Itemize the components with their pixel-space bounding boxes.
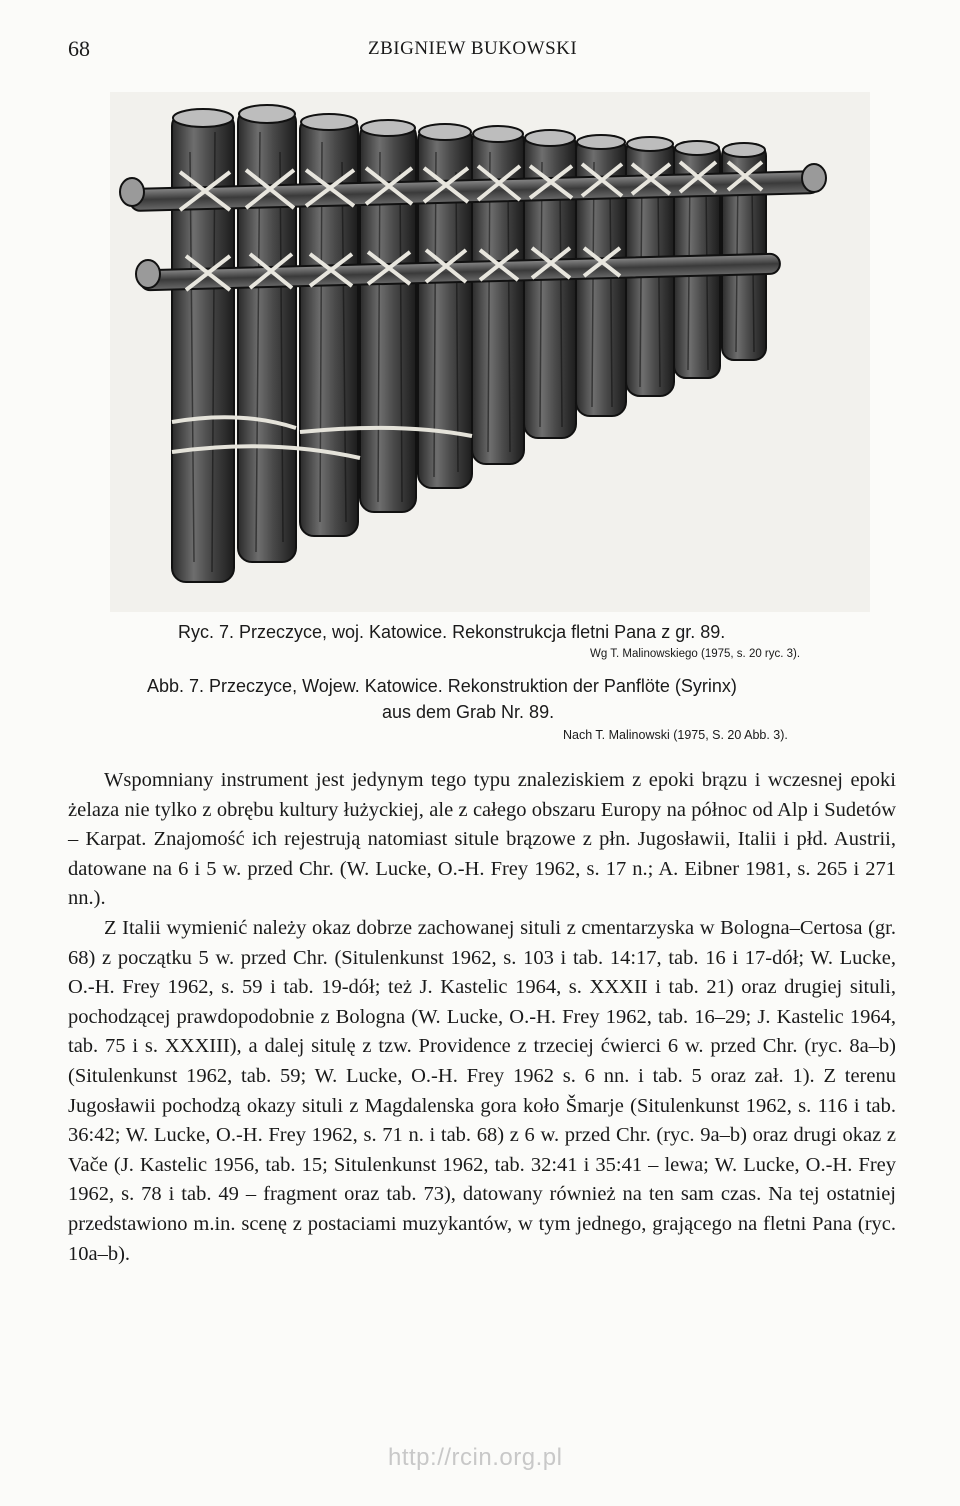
caption-polish: Ryc. 7. Przeczyce, woj. Katowice. Rekonstrukcja fletni Pana z gr. 89. <box>178 622 726 642</box>
watermark-url: http://rcin.org.pl <box>388 1444 563 1471</box>
paragraph-2: Z Italii wymienić należy okaz dobrze zachowanej situli z cmentarzyska w Bologna–Certosa (gr. 68) z początku 5 w. przed Chr. (Situlenkunst 1962, s. 103 i tab. 14:17, tab. 16 i 17-dół; W. Lucke, O.-H. Frey 1962, s. 59 i tab. 19-dół; też J. Kastelic 1964, s. XXXII i tab. 21) oraz drugiej situli, pochodzącej prawdopodobnie z Bologna (W. Lucke, O.-H. Frey 1962, tab. 16–29; J. Kastelic 1964, tab. 75 i s. XXXIII), a dalej situlę z tzw. Providence z trzeciej ćwierci 6 w. przed Chr. (ryc. 8a–b) (Situlenkunst 1962, tab. 59; W. Lucke, O.-H. Frey 1962 s. 6 nn. i tab. 5 oraz zał. 1). Z terenu Jugosławii pochodzą okazy situli z Magdalenska gora koło Šmarje (Situlenkunst 1962, s. 116 i tab. 36:42; W. Lucke, O.-H. Frey 1962, s. 71 n. i tab. 68) z 6 w. przed Chr. (ryc. 9a–b) oraz drugi okaz z Vače (J. Kastelic 1956, tab. 15; Situlenkunst 1962, tab. 32:41 i 35:41 – lewa; W. Lucke, O.-H. Frey 1962, s. 78 i tab. 49 – fragment oraz tab. 73), datowany również na ten sam czas. Na tej ostatniej przedstawiono m.in. scenę z postaciami muzykantów, w tym jednego, grającego na fletni Pana (ryc. 10a–b). <box>68 916 896 1265</box>
running-head: ZBIGNIEW BUKOWSKI <box>368 38 578 59</box>
panpipe-figure <box>110 92 870 612</box>
paragraph-1: Wspomniany instrument jest jedynym tego typu znaleziskiem z epoki brązu i wczesnej epoki żelaza nie tylko z obrębu kultury łużyckiej, ale z całego obszaru Europy na północ od Alp i Sudetów – Karpat. Znajomość ich rejestrują natomiast situle brązowe z płn. Jugosławii, Italii i płd. Austrii, datowane na 6 i 5 w. przed Chr. (W. Lucke, O.-H. Frey 1962, s. 17 n.; A. Eibner 1981, s. 265 i 271 nn.). <box>68 769 896 910</box>
caption-german-line-2: aus dem Grab Nr. 89. <box>382 702 555 722</box>
caption-german-source: Nach T. Malinowski (1975, S. 20 Abb. 3). <box>563 728 788 742</box>
caption-polish-source: Wg T. Malinowskiego (1975, s. 20 ryc. 3). <box>590 648 801 660</box>
panpipe-photo-icon <box>110 92 870 612</box>
body-text <box>68 766 896 1269</box>
caption-german-line-1: Abb. 7. Przeczyce, Wojew. Katowice. Rekonstruktion der Panflöte (Syrinx) <box>147 676 737 696</box>
page-header <box>68 36 898 66</box>
page-number: 68 <box>68 36 90 61</box>
